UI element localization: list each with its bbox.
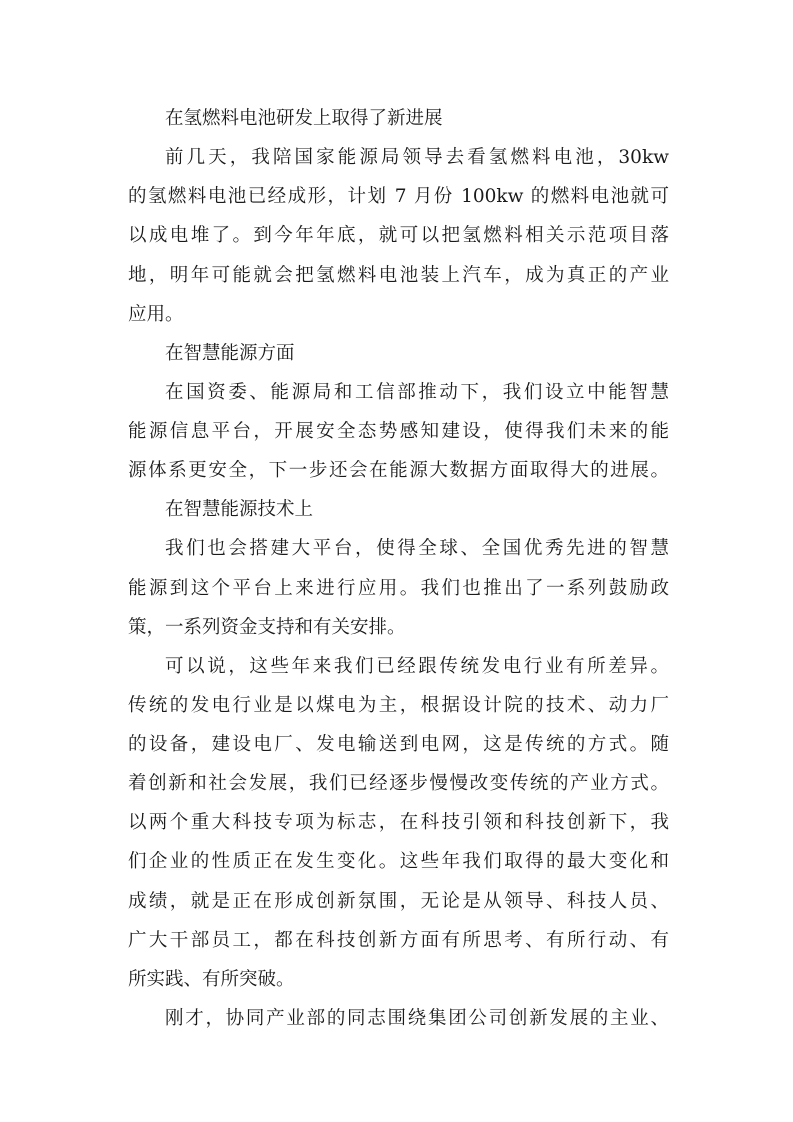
paragraph bbox=[128, 497, 669, 536]
paragraph bbox=[128, 536, 669, 653]
text-line: 的设备，建设电厂、发电输送到电网，这是传统的方式。随 bbox=[128, 734, 669, 755]
text-line: 前几天，我陪国家能源局领导去看氢燃料电池，30kw bbox=[165, 147, 669, 169]
text-line: 以两个重大科技专项为标志，在科技引领和科技创新下，我 bbox=[128, 812, 669, 834]
paragraph bbox=[128, 106, 669, 145]
text-line: 能源信息平台，开展安全态势感知建设，使得我们未来的能 bbox=[128, 421, 669, 442]
text-line: 能源到这个平台上来进行应用。我们也推出了一系列鼓励政 bbox=[128, 577, 669, 599]
paragraph bbox=[128, 654, 669, 1006]
text-line: 可以说，这些年来我们已经跟传统发电行业有所差异。 bbox=[165, 655, 669, 677]
text-line: 着创新和社会发展，我们已经逐步慢慢改变传统的产业方式。 bbox=[128, 773, 669, 795]
text-line: 我们也会搭建大平台，使得全球、全国优秀先进的智慧 bbox=[165, 538, 669, 560]
text-line: 在国资委、能源局和工信部推动下，我们设立中能智慧 bbox=[165, 381, 669, 403]
text-line: 传统的发电行业是以煤电为主，根据设计院的技术、动力厂 bbox=[128, 694, 669, 716]
text-line: 成绩，就是正在形成创新氛围，无论是从领导、科技人员、 bbox=[128, 890, 669, 912]
paragraph bbox=[128, 341, 669, 380]
text-line: 在智慧能源技术上 bbox=[165, 499, 314, 521]
paragraph bbox=[128, 380, 669, 497]
text-line: 们企业的性质正在发生变化。这些年我们取得的最大变化和 bbox=[128, 851, 669, 873]
text-line: 以成电堆了。到今年年底，就可以把氢燃料相关示范项目落 bbox=[128, 225, 669, 247]
text-line: 的氢燃料电池已经成形，计划 7 月份 100kw 的燃料电池就可 bbox=[128, 186, 669, 208]
text-line: 策，一系列资金支持和有关安排。 bbox=[128, 616, 406, 638]
text-line: 应用。 bbox=[128, 303, 184, 325]
paragraph bbox=[128, 145, 669, 341]
document-body bbox=[128, 106, 669, 1045]
text-line: 在智慧能源方面 bbox=[165, 342, 295, 364]
text-line: 广大干部员工，都在科技创新方面有所思考、有所行动、有 bbox=[128, 929, 669, 951]
text-line: 地，明年可能就会把氢燃料电池装上汽车，成为真正的产业 bbox=[128, 264, 669, 286]
text-line: 源体系更安全，下一步还会在能源大数据方面取得大的进展。 bbox=[128, 460, 669, 482]
text-line: 所实践、有所突破。 bbox=[128, 968, 295, 990]
paragraph bbox=[128, 1006, 669, 1045]
text-line: 刚才，协同产业部的同志围绕集团公司创新发展的主业、 bbox=[165, 1007, 669, 1029]
text-line: 在氢燃料电池研发上取得了新进展 bbox=[165, 108, 443, 129]
